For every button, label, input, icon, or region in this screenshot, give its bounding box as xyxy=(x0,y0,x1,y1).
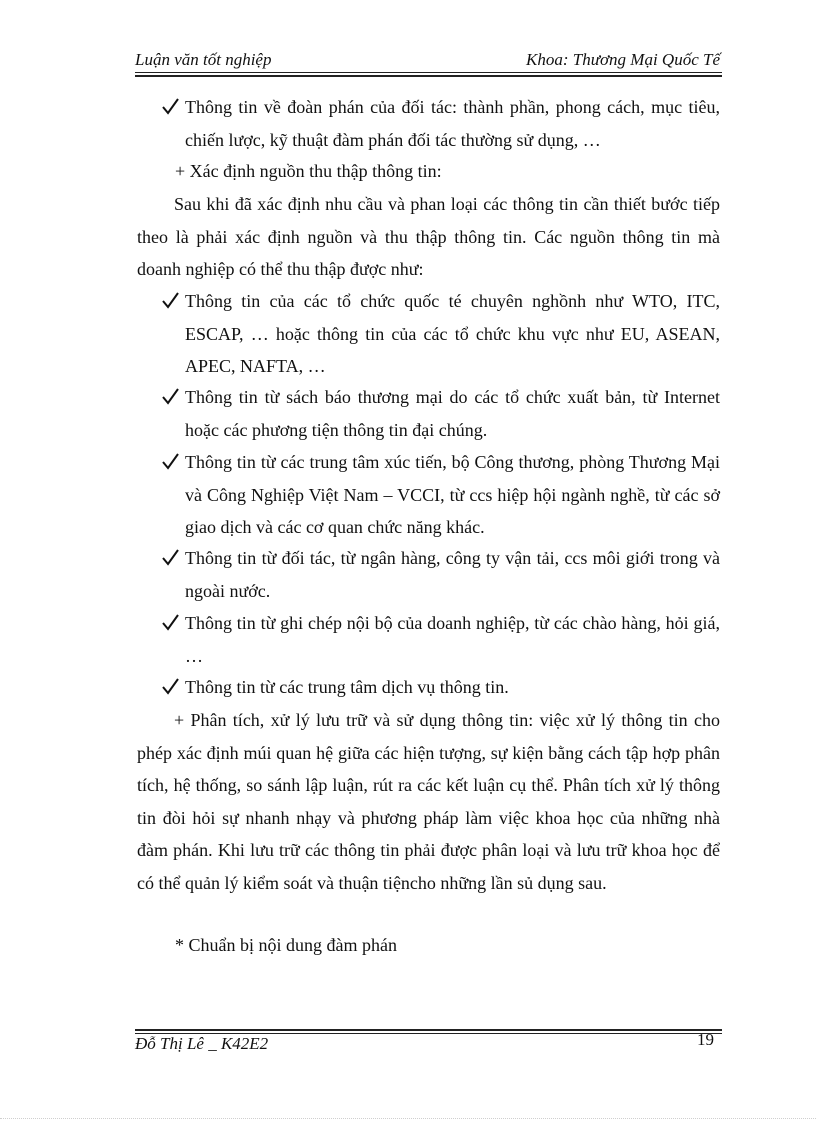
paragraph-analysis: + Phân tích, xử lý lưu trữ và sử dụng thông tin: việc xử lý thông tin cho phép xác định múi quan hệ giữa các hiện tượng, sự kiện bằng cách tập hợp phân tích, hệ thống, so sánh lập luận, rút ra các kết luận cụ thể. Phân tích xử lý thông tin đòi hỏi sự nhanh nhạy và phương pháp làm việc khoa học của những nhà đàm phán. Khi lưu trữ các thông tin phải được phân loại và lưu trữ khoa học để có thể quản lý kiểm soát và thuận tiệncho những lần sủ dụng sau. xyxy=(137,710,720,893)
sub-heading-sources: + Xác định nguồn thu thập thông tin: xyxy=(175,161,442,181)
header-rule-double xyxy=(135,75,722,77)
page-number: 19 xyxy=(697,1030,714,1049)
checkmark-icon xyxy=(160,542,180,574)
checkmark-icon xyxy=(160,446,180,478)
footer-rule xyxy=(135,1029,722,1031)
footer-author: Đỗ Thị Lê _ K42E2 xyxy=(135,1034,269,1053)
header-rule xyxy=(135,72,722,73)
bullet-item-intl-orgs xyxy=(160,285,720,383)
page-footer xyxy=(135,1024,722,1064)
page-edge-divider xyxy=(0,1118,816,1119)
bullet-text: Thông tin từ các trung tâm xúc tiến, bộ Công thương, phòng Thương Mại và Công Nghiệp Việt Nam – VCCI, từ ccs hiệp hội ngành nghề, từ các sở giao dịch và các cơ quan chức năng khác. xyxy=(185,452,720,537)
checkmark-icon xyxy=(160,381,180,413)
header-faculty-label: Khoa: Thương Mại Quốc Tế xyxy=(525,50,720,69)
checkmark-icon xyxy=(160,607,180,639)
checkmark-icon xyxy=(160,285,180,317)
bullet-item-partners xyxy=(160,542,720,607)
bullet-text: Thông tin từ đối tác, từ ngân hàng, công ty vận tải, ccs môi giới trong và ngoài nước. xyxy=(185,548,720,601)
checkmark-icon xyxy=(160,671,180,703)
page-header xyxy=(135,48,722,74)
bullet-text: Thông tin từ sách báo thương mại do các tổ chức xuất bản, từ Internet hoặc các phương tiện thông tin đại chúng. xyxy=(185,387,720,440)
paragraph-sources-intro: Sau khi đã xác định nhu cầu và phan loại các thông tin cần thiết bước tiếp theo là phải xác định nguồn và thu thập thông tin. Các nguồn thông tin mà doanh nghiệp có thể thu thập được như: xyxy=(137,194,720,279)
bullet-text: Thông tin về đoàn phán của đối tác: thành phần, phong cách, mục tiêu, chiến lược, kỹ thuật đàm phán đối tác thường sử dụng, … xyxy=(185,97,720,150)
bullet-item-trade-centers xyxy=(160,446,720,544)
bullet-text: Thông tin từ các trung tâm dịch vụ thông tin. xyxy=(185,677,509,697)
bullet-text: Thông tin của các tổ chức quốc té chuyên nghồnh như WTO, ITC, ESCAP, … hoặc thông tin của các tổ chức khu vực như EU, ASEAN, APEC, NAFTA, … xyxy=(185,291,720,376)
checkmark-icon xyxy=(160,91,180,123)
bullet-item-info-services xyxy=(160,671,720,704)
bullet-item-press xyxy=(160,381,720,446)
bullet-item-internal-records xyxy=(160,607,720,672)
bullet-item-partner-team xyxy=(160,91,720,156)
bullet-text: Thông tin từ ghi chép nội bộ của doanh nghiệp, từ các chào hàng, hỏi giá, … xyxy=(185,613,720,666)
sub-heading-content-prep: * Chuẩn bị nội dung đàm phán xyxy=(175,935,397,955)
header-thesis-label: Luận văn tốt nghiệp xyxy=(135,50,272,69)
